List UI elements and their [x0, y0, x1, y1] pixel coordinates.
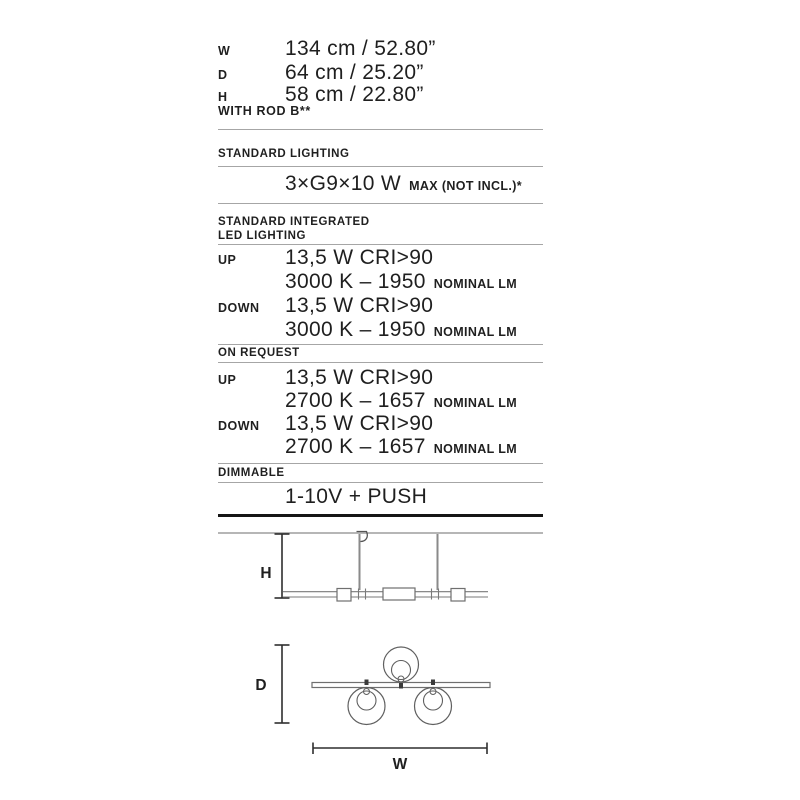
dimension-value-d: 64 cm / 25.20”: [285, 61, 424, 84]
request-up-lumen-suffix: NOMINAL LM: [433, 396, 518, 410]
dimension-label-d: D: [218, 68, 228, 82]
request-up-label: UP: [218, 373, 237, 387]
request-down-power: 13,5 W CRI>90: [285, 412, 434, 435]
globe-top: [384, 647, 419, 682]
request-up-power: 13,5 W CRI>90: [285, 366, 434, 389]
rod-note: WITH ROD B**: [218, 104, 311, 118]
height-dimension-line: [275, 534, 290, 598]
led-up-lumen-suffix: NOMINAL LM: [433, 277, 518, 291]
led-up-power: 13,5 W CRI>90: [285, 246, 434, 269]
width-dimension-label: W: [392, 756, 408, 773]
dimension-value-h: 58 cm / 22.80”: [285, 83, 424, 106]
standard-lighting-value: 3×G9×10 W: [285, 172, 402, 195]
led-heading-line1: STANDARD INTEGRATED: [218, 216, 370, 228]
globe-top-connector: [399, 683, 403, 689]
led-up-label: UP: [218, 253, 237, 267]
standard-lighting-heading: STANDARD LIGHTING: [218, 148, 350, 160]
standard-lighting-suffix: MAX (NOT INCL.)*: [409, 179, 523, 193]
led-down-lumen-suffix: NOMINAL LM: [433, 325, 518, 339]
globe-bottom-right: [415, 688, 452, 725]
request-down-temp: 2700 K – 1657: [285, 435, 426, 458]
dimension-label-h: H: [218, 90, 228, 104]
fixture-bar-blocks: [337, 588, 465, 601]
globe-bottom-right-connector: [431, 680, 435, 686]
height-dimension-label: H: [260, 565, 272, 582]
dimmable-value: 1-10V + PUSH: [285, 485, 428, 508]
dimension-value-w: 134 cm / 52.80”: [285, 37, 436, 60]
led-heading-line2: LED LIGHTING: [218, 230, 307, 242]
top-view-diagram: [255, 645, 490, 773]
on-request-heading: ON REQUEST: [218, 347, 300, 359]
led-down-temp: 3000 K – 1950: [285, 318, 426, 341]
led-down-power: 13,5 W CRI>90: [285, 294, 434, 317]
request-up-temp: 2700 K – 1657: [285, 389, 426, 412]
led-up-temp: 3000 K – 1950: [285, 270, 426, 293]
globe-bottom-left: [348, 688, 385, 725]
depth-dimension-line: [275, 645, 290, 723]
globe-bottom-left-connector: [365, 680, 369, 686]
dimmable-heading: DIMMABLE: [218, 467, 285, 479]
led-down-label: DOWN: [218, 301, 260, 315]
request-down-lumen-suffix: NOMINAL LM: [433, 442, 518, 456]
depth-dimension-label: D: [255, 677, 267, 694]
request-down-label: DOWN: [218, 419, 260, 433]
width-dimension-line: [313, 743, 487, 755]
dimension-label-w: W: [218, 44, 231, 58]
side-view-diagram: [218, 532, 543, 602]
